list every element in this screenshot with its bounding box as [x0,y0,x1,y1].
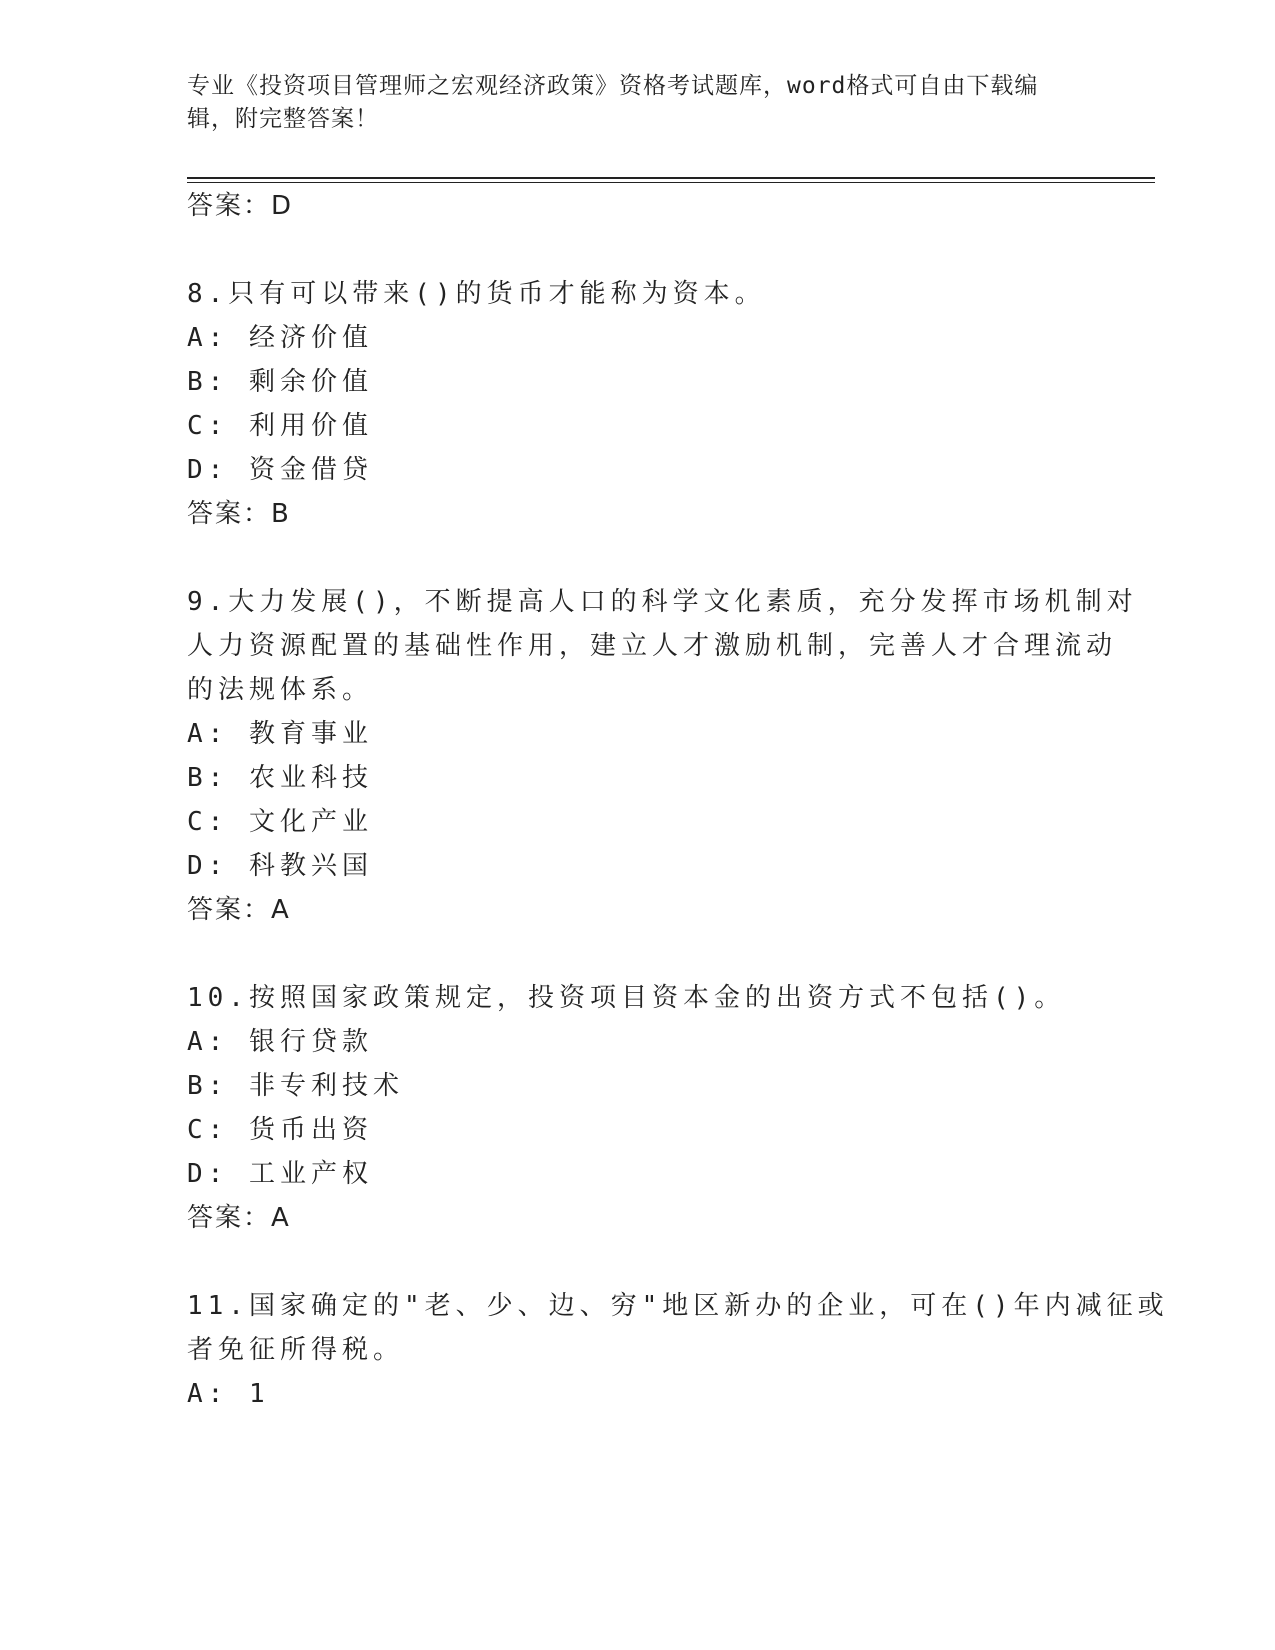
question-8-option-d: D: 资金借贷 [187,455,373,485]
header-divider [187,177,1155,179]
prev-answer: 答案：D [187,191,294,221]
question-8-option-a: A: 经济价值 [187,323,373,353]
header-line-2: 辑，附完整答案！ [187,106,379,132]
question-9-option-b: B: 农业科技 [187,763,373,793]
question-10-option-d: D: 工业产权 [187,1159,373,1189]
question-9-stem-line-2: 人力资源配置的基础性作用，建立人才激励机制，完善人才合理流动 [187,631,1118,661]
question-10-option-b: B: 非专利技术 [187,1071,404,1101]
question-11-stem-line-2: 者免征所得税。 [187,1335,405,1365]
question-9-option-c: C: 文化产业 [187,807,373,837]
question-10-option-c: C: 货币出资 [187,1115,373,1145]
header-divider-thin [187,182,1155,183]
document-header [187,70,1067,136]
question-10-stem: 10.按照国家政策规定，投资项目资本金的出资方式不包括()。 [187,983,1066,1013]
question-8-option-c: C: 利用价值 [187,411,373,441]
header-line-1: 专业《投资项目管理师之宏观经济政策》资格考试题库，word格式可自由下载编 [187,73,1039,99]
question-9-option-a: A: 教育事业 [187,719,373,749]
question-9-stem-line-1: 9.大力发展()，不断提高人口的科学文化素质，充分发挥市场机制对 [187,587,1138,617]
question-8-answer: 答案：B [187,499,291,529]
question-10-answer: 答案：A [187,1203,291,1233]
question-11-stem-line-1: 11.国家确定的"老、少、边、穷"地区新办的企业，可在()年内减征或 [187,1291,1169,1321]
question-11-option-a: A: 1 [187,1379,270,1409]
question-10-option-a: A: 银行贷款 [187,1027,373,1057]
question-9-option-d: D: 科教兴国 [187,851,373,881]
question-8-option-b: B: 剩余价值 [187,367,373,397]
question-9-stem-line-3: 的法规体系。 [187,675,374,705]
question-9-answer: 答案：A [187,895,291,925]
question-8-stem: 8.只有可以带来()的货币才能称为资本。 [187,279,766,309]
